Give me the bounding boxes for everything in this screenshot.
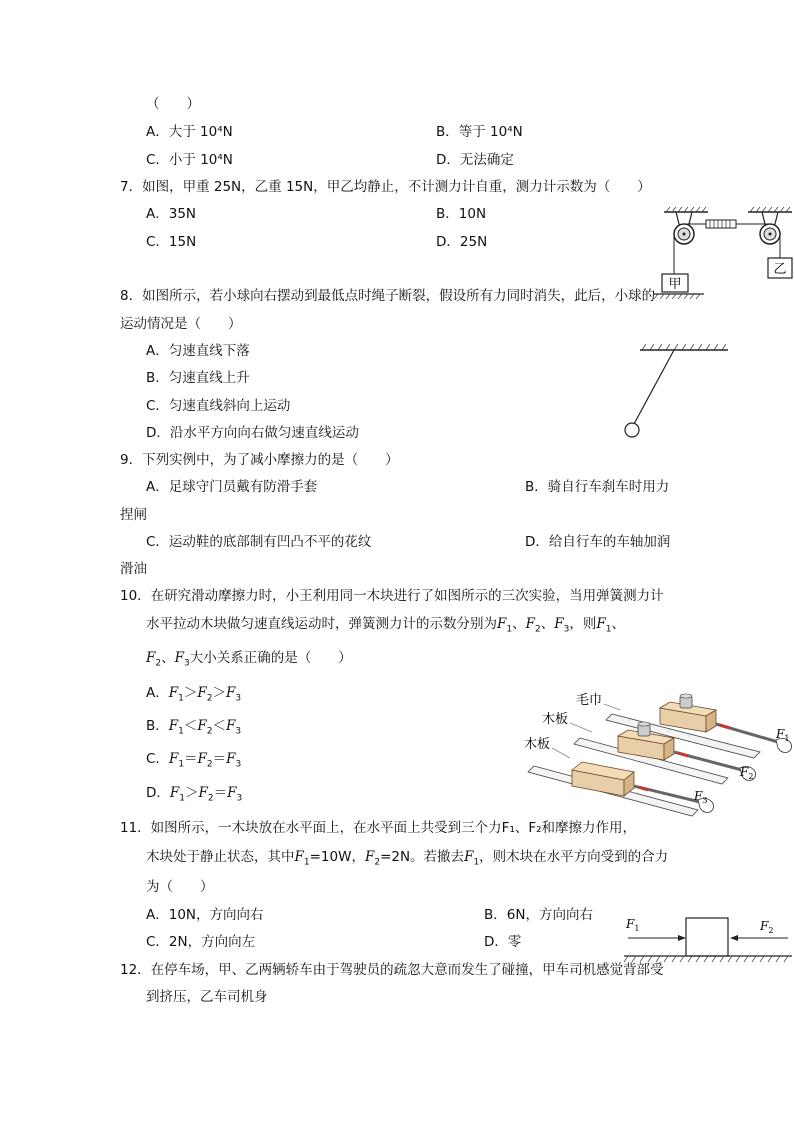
q12-stem-line2: 到挤压，乙车司机身 [146,989,268,1005]
q10-stem-line3: $F_2$、$F_3$大小关系正确的是（ ） [146,650,352,669]
q11-option-b: B．6N，方向向右 [484,907,593,923]
q9-stem: 9．下列实例中，为了减小摩擦力的是（ ） [120,452,399,468]
q9-option-a: A．足球守门员戴有防滑手套 [146,479,318,495]
q6-option-c: C．小于 10⁴N [146,152,233,168]
q9-option-b-cont: 捏闸 [120,507,147,523]
q10-fig-board1-label: 木板 [542,712,569,727]
q7-option-b: B．10N [436,206,487,222]
q10-stem-line2: 水平拉动木块做匀速直线运动时，弹簧测力计的示数分别为$F_1$、$F_2$、$F_3$，则$F_1$、 [146,616,625,635]
q8-option-a: A．匀速直线下落 [146,343,250,359]
q8-stem-line2: 运动情况是（ ） [120,316,242,332]
q7-fig-left-label: 甲 [668,277,682,292]
q9-option-d: D．给自行车的车轴加润 [525,534,671,550]
q9-option-d-cont: 滑油 [120,561,147,577]
q10-fig-towel-label: 毛巾 [576,693,603,708]
q11-option-c: C．2N，方向向左 [146,934,256,950]
q11-option-a: A．10N，方向向右 [146,907,264,923]
q11-stem-line2: 木块处于静止状态，其中$F_1=10W$，$F_2=2N$。若撤去$F_1$，则木块在水平方向受到的合力 [146,849,669,868]
q10-stem-line1: 10．在研究滑动摩擦力时，小王利用同一木块进行了如图所示的三次实验，当用弹簧测力计 [120,588,664,604]
q8-stem-line1: 8．如图所示，若小球向右摆动到最低点时绳子断裂，假设所有力同时消失，此后，小球的 [120,288,656,304]
q6-option-d: D．无法确定 [436,152,514,168]
q10-option-a: A．$F_1>F_2>F_3$ [146,685,242,704]
q11-stem-line1: 11．如图所示，一木块放在水平面上，在水平面上共受到三个力F₁、F₂和摩擦力作用， [120,820,637,836]
q6-paren: （ ） [146,96,200,112]
q7-option-a: A．35N [146,206,197,222]
q11-stem-line3: 为（ ） [146,879,214,895]
q10-fig-board2-label: 木板 [524,737,551,752]
q12-stem-line1: 12．在停车场，甲、乙两辆轿车由于驾驶员的疏忽大意而发生了碰撞，甲车司机感觉背部受 [120,962,664,978]
q6-option-b: B．等于 10⁴N [436,124,523,140]
q11-option-d: D．零 [484,934,522,950]
q8-option-c: C．匀速直线斜向上运动 [146,398,291,414]
q9-option-c: C．运动鞋的底部制有凹凸不平的花纹 [146,534,372,550]
q10-option-c: C．$F_1=F_2=F_3$ [146,751,242,770]
q7-option-d: D．25N [436,234,488,250]
q10-fig-f1-label: $F_1$ [776,727,790,743]
q8-option-b: B．匀速直线上升 [146,370,250,386]
q11-fig-f2-label: $F_2$ [760,919,774,935]
q6-option-a: A．大于 10⁴N [146,124,233,140]
q10-option-d: D．$F_1>F_2=F_3$ [146,785,243,804]
q8-option-d: D．沿水平方向向右做匀速直线运动 [146,425,359,441]
q11-fig-f1-label: $F_1$ [626,917,640,933]
q7-pulley-figure [650,206,794,302]
q10-fig-f3-label: $F_3$ [694,789,708,805]
q10-option-b: B．$F_1<F_2<F_3$ [146,718,242,737]
q10-fig-f2-label: $F_2$ [740,765,754,781]
q9-option-b: B．骑自行车刹车时用力 [525,479,670,495]
q7-fig-right-label: 乙 [773,262,787,277]
q7-stem: 7．如图，甲重 25N，乙重 15N，甲乙均静止，不计测力计自重，测力计示数为（ ） [120,179,651,195]
q8-pendulum-figure [620,340,740,440]
q7-option-c: C．15N [146,234,197,250]
q10-friction-figure [520,686,794,826]
